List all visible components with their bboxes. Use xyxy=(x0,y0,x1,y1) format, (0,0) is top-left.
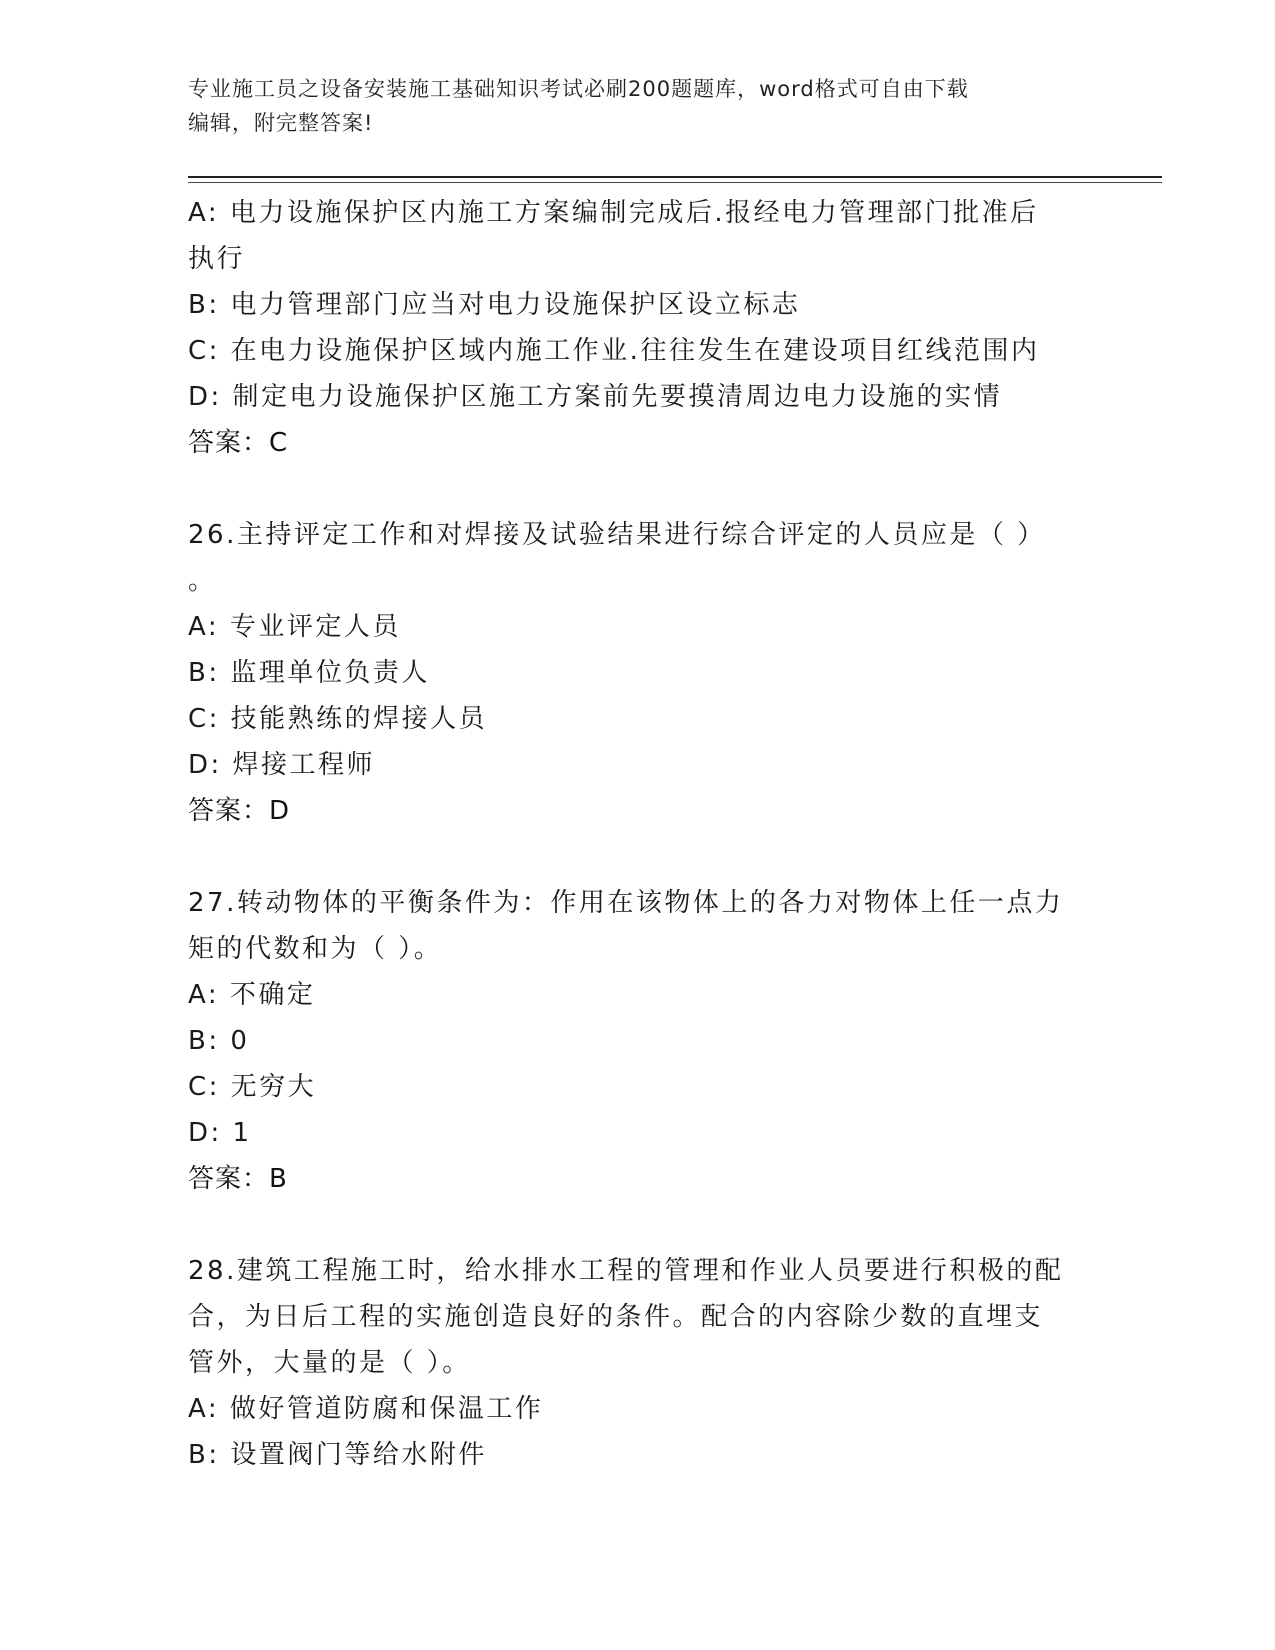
question-stem-line2: 。 xyxy=(188,566,217,596)
question-27 xyxy=(188,880,1088,1202)
question-stem-line1: 28.建筑工程施工时，给水排水工程的管理和作业人员要进行积极的配 xyxy=(188,1256,1064,1286)
question-stem-line1: 27.转动物体的平衡条件为：作用在该物体上的各力对物体上任一点力 xyxy=(188,888,1064,918)
header-divider-thick xyxy=(188,176,1162,178)
header-divider-thin xyxy=(188,182,1162,183)
spacer xyxy=(188,834,1088,880)
option-c: C: 在电力设施保护区域内施工作业.往往发生在建设项目红线范围内 xyxy=(188,336,1040,366)
spacer xyxy=(188,466,1088,512)
answer-line: 答案：B xyxy=(188,1164,288,1194)
question-list xyxy=(188,190,1088,1478)
question-stem-line2: 合，为日后工程的实施创造良好的条件。配合的内容除少数的直埋支 xyxy=(188,1302,1044,1332)
document-header xyxy=(188,72,1088,140)
answer-line: 答案：D xyxy=(188,796,291,826)
option-b: B: 设置阀门等给水附件 xyxy=(188,1440,487,1470)
option-d: D: 1 xyxy=(188,1118,252,1148)
spacer xyxy=(188,1202,1088,1248)
question-stem-line3: 管外，大量的是（ ）。 xyxy=(188,1348,471,1378)
option-c: C: 技能熟练的焊接人员 xyxy=(188,704,488,734)
question-26 xyxy=(188,512,1088,834)
option-a: A: 不确定 xyxy=(188,980,316,1010)
option-a: A: 做好管道防腐和保温工作 xyxy=(188,1394,544,1424)
option-b: B: 电力管理部门应当对电力设施保护区设立标志 xyxy=(188,290,801,320)
question-28 xyxy=(188,1248,1088,1478)
answer-line: 答案：C xyxy=(188,428,289,458)
option-a-line1: A: 电力设施保护区内施工方案编制完成后.报经电力管理部门批准后 xyxy=(188,198,1039,228)
option-d: D: 焊接工程师 xyxy=(188,750,376,780)
option-d: D: 制定电力设施保护区施工方案前先要摸清周边电力设施的实情 xyxy=(188,382,1003,412)
option-a-line2: 执行 xyxy=(188,244,246,274)
header-title-line1: 专业施工员之设备安装施工基础知识考试必刷200题题库，word格式可自由下载 xyxy=(188,77,969,101)
header-title-line2: 编辑，附完整答案! xyxy=(188,111,374,135)
option-a: A: 专业评定人员 xyxy=(188,612,401,642)
option-b: B: 0 xyxy=(188,1026,250,1056)
question-25 xyxy=(188,190,1088,466)
question-stem-line1: 26.主持评定工作和对焊接及试验结果进行综合评定的人员应是（ ） xyxy=(188,520,1046,550)
option-b: B: 监理单位负责人 xyxy=(188,658,430,688)
question-stem-line2: 矩的代数和为（ ）。 xyxy=(188,934,443,964)
option-c: C: 无穷大 xyxy=(188,1072,317,1102)
